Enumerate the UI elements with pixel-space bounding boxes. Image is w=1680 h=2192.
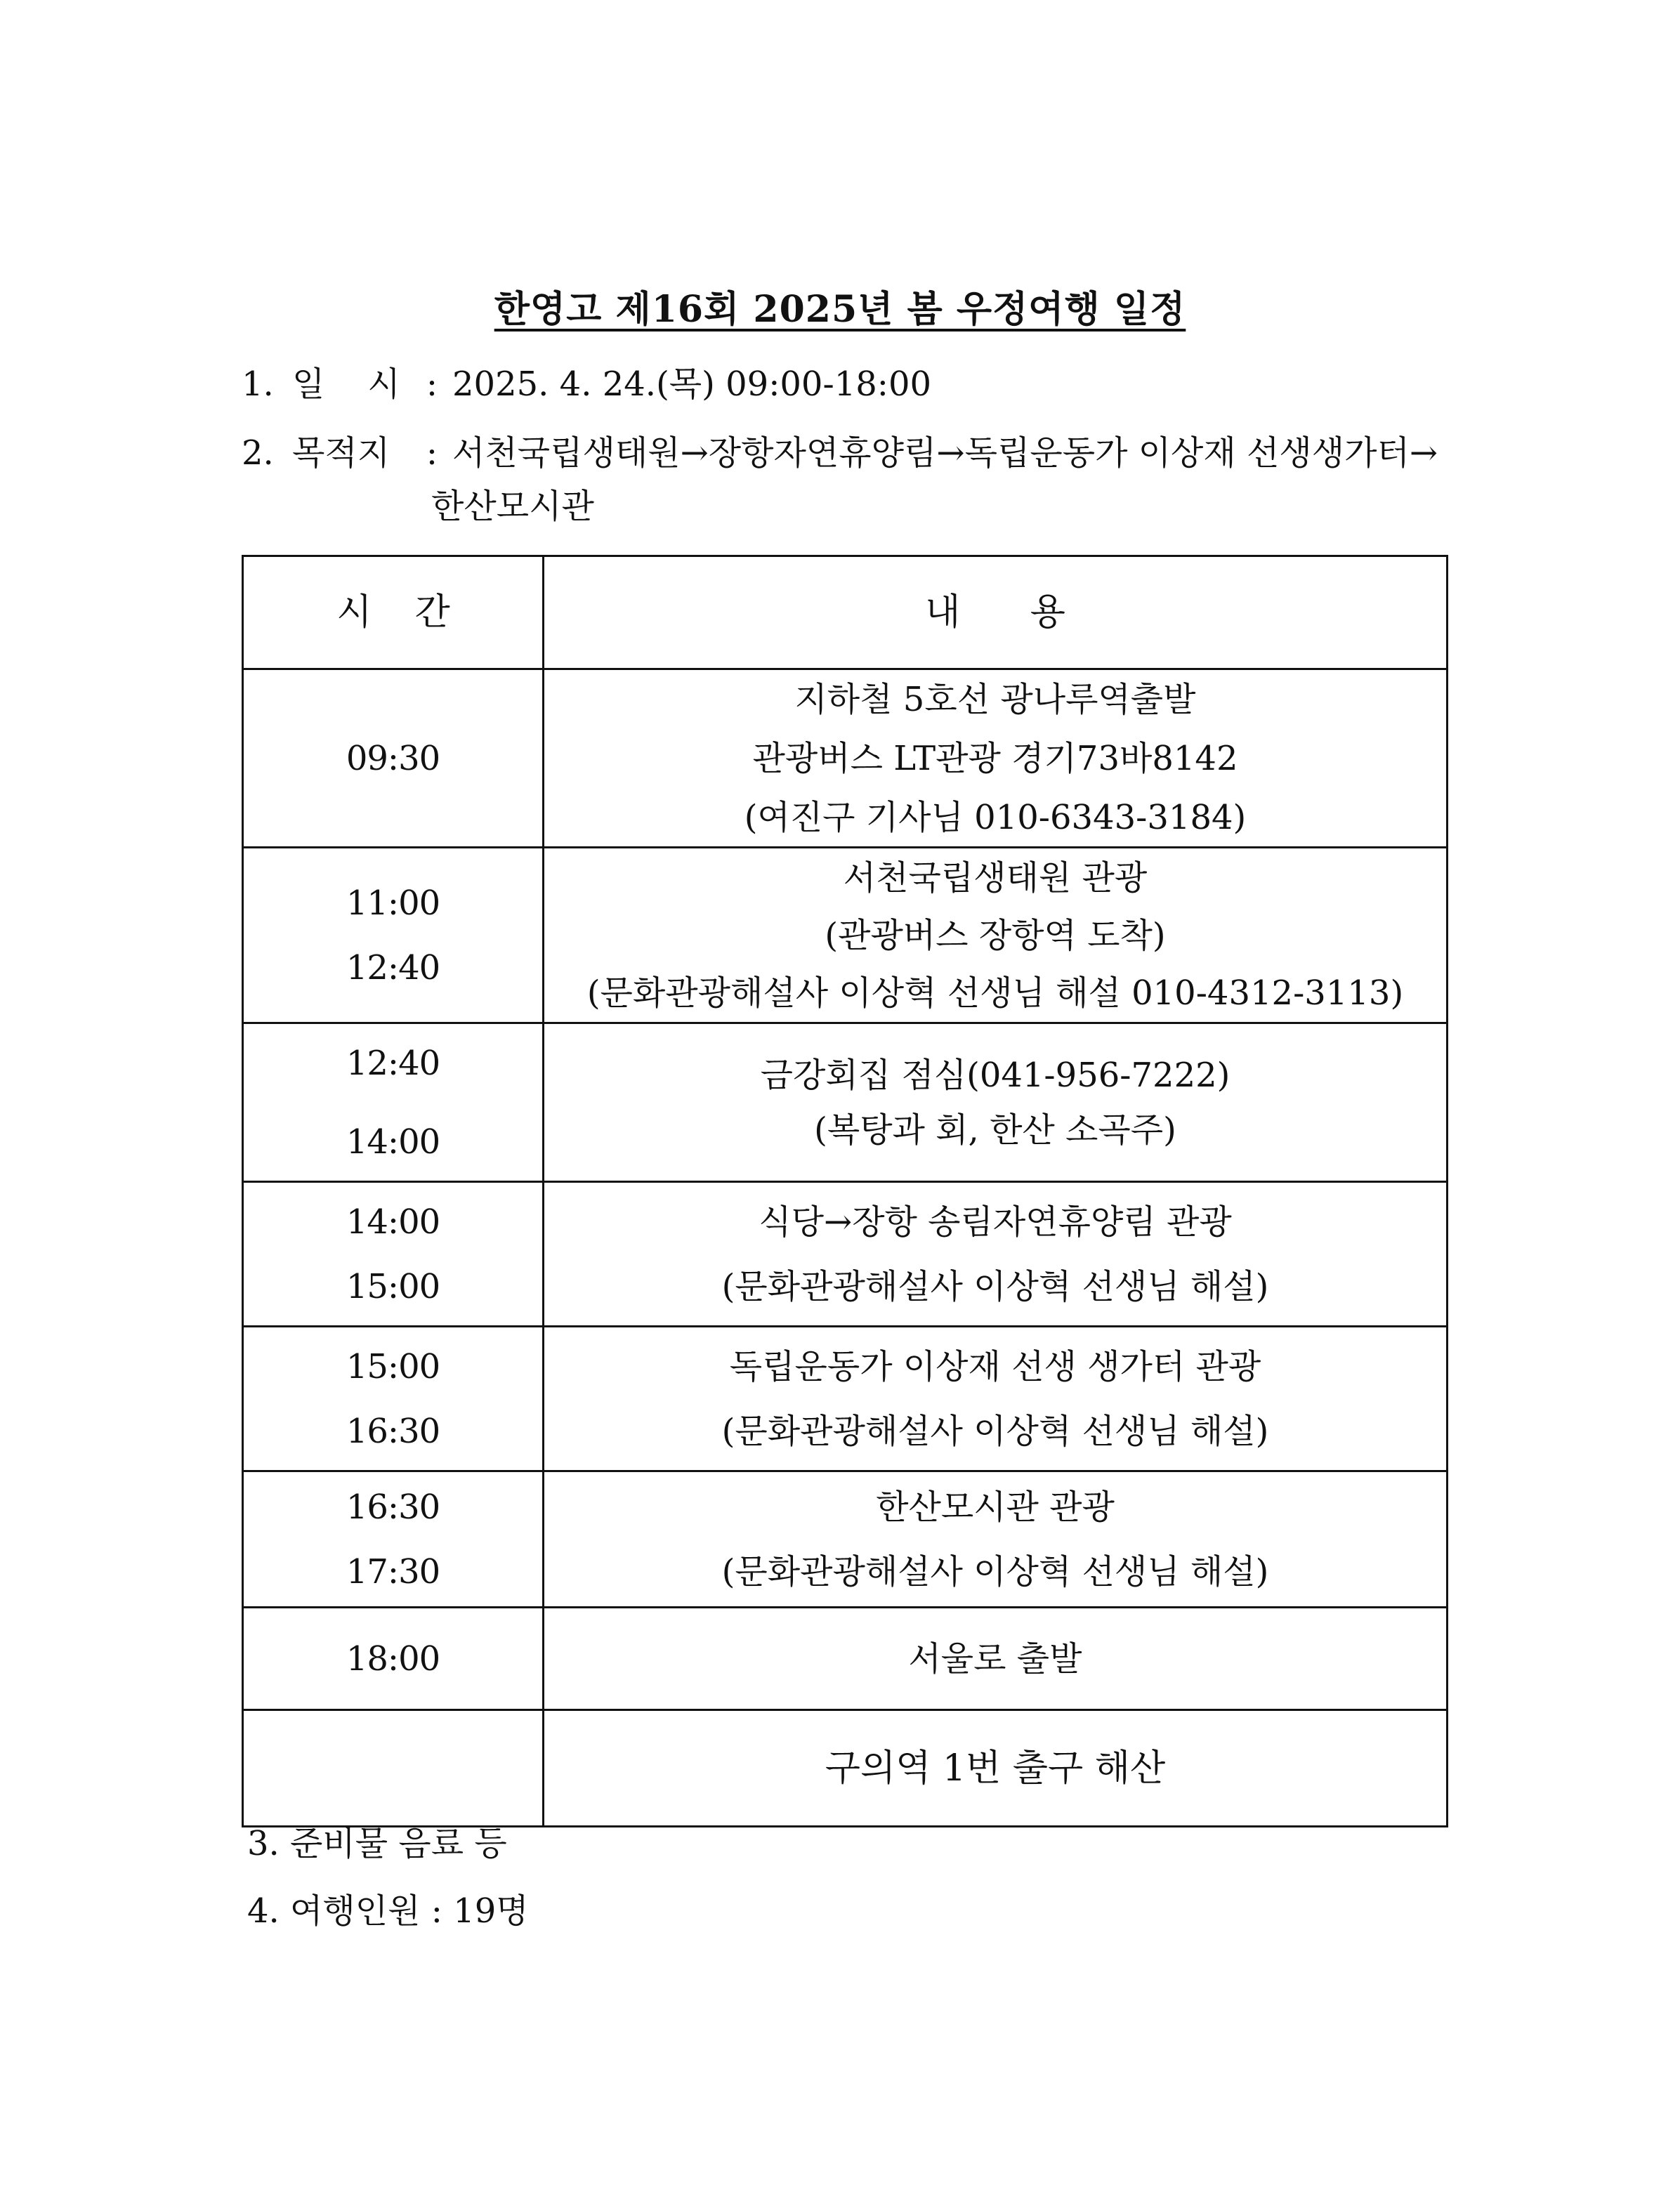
info-date-label: 일 시 (292, 365, 400, 404)
content-line: (문화관광해설사 이상혁 선생님 해설 010-4312-3113) (586, 973, 1404, 1013)
schedule-table (242, 555, 1448, 1827)
content-cell (544, 670, 1446, 846)
content-line: 서울로 출발 (908, 1639, 1082, 1679)
content-cell (544, 1024, 1446, 1181)
content-line: 식당→장항 송림자연휴양림 관광 (759, 1202, 1232, 1242)
info-destination-value-line1: 서천국립생태원→장항자연휴양림→독립운동가 이상재 선생생가터→ (452, 433, 1438, 473)
time-cell (244, 1472, 544, 1606)
content-line: 관광버스 LT관광 경기73바8142 (752, 738, 1238, 778)
content-line: (관광버스 장항역 도착) (825, 915, 1166, 955)
info-destination-label: 목적지 (292, 433, 391, 473)
info-destination-sep: : (426, 433, 438, 473)
content-cell (544, 848, 1446, 1022)
time-cell (244, 1711, 544, 1825)
time-value: 17:30 (346, 1551, 440, 1592)
document-title (0, 280, 1680, 332)
table-row (244, 1606, 1446, 1709)
info-date-number: 1. (242, 365, 274, 404)
header-content-label: 내 용 (925, 591, 1065, 634)
content-cell (544, 1711, 1446, 1825)
time-cell (244, 670, 544, 846)
content-line: (문화관광해설사 이상혁 선생님 해설) (721, 1551, 1269, 1592)
time-value: 11:00 (346, 883, 440, 923)
time-value: 15:00 (346, 1266, 440, 1306)
table-row (244, 1709, 1446, 1825)
table-row (244, 1470, 1446, 1606)
time-value: 12:40 (346, 1043, 440, 1083)
table-row (244, 1325, 1446, 1470)
info-date-value: 2025. 4. 24.(목) 09:00-18:00 (452, 365, 932, 404)
table-row (244, 668, 1446, 846)
title-text: 한영고 제16회 2025년 봄 우정여행 일정 (494, 288, 1186, 331)
content-cell (544, 1183, 1446, 1325)
time-cell (244, 1608, 544, 1709)
content-line: 지하철 5호선 광나루역출발 (794, 679, 1196, 719)
time-value: 14:00 (346, 1202, 440, 1242)
time-value: 14:00 (346, 1122, 440, 1162)
footer-supplies: 3. 준비물 음료 등 (247, 1824, 507, 1863)
header-time-label: 시 간 (336, 591, 449, 634)
table-row (244, 1181, 1446, 1325)
content-cell (544, 1472, 1446, 1606)
time-value: 15:00 (346, 1346, 440, 1386)
time-cell (244, 1327, 544, 1470)
time-cell (244, 848, 544, 1022)
info-destination-number: 2. (242, 433, 274, 473)
header-time (244, 557, 544, 668)
time-cell (244, 1183, 544, 1325)
header-content (544, 557, 1446, 668)
info-destination-value-line2: 한산모시관 (431, 487, 594, 526)
time-value: 16:30 (346, 1487, 440, 1527)
content-line: 구의역 1번 출구 해산 (825, 1747, 1166, 1790)
content-line: 금강회집 점심(041-956-7222) (760, 1055, 1231, 1095)
content-cell (544, 1327, 1446, 1470)
time-cell (244, 1024, 544, 1181)
table-row (244, 846, 1446, 1022)
footer-participants: 4. 여행인원 : 19명 (247, 1891, 529, 1931)
time-value: 16:30 (346, 1411, 440, 1451)
content-cell (544, 1608, 1446, 1709)
content-line: (여진구 기사님 010-6343-3184) (744, 797, 1247, 837)
info-destination-line2 (431, 479, 594, 527)
info-date-sep: : (426, 365, 438, 404)
content-line: 독립운동가 이상재 선생 생가터 관광 (729, 1346, 1261, 1386)
content-line: (문화관광해설사 이상혁 선생님 해설) (721, 1411, 1269, 1451)
info-date-line (242, 357, 931, 405)
content-line: 한산모시관 관광 (876, 1487, 1115, 1527)
content-line: 서천국립생태원 관광 (843, 858, 1148, 898)
info-destination-line (242, 426, 1438, 474)
time-value: 18:00 (346, 1639, 440, 1679)
content-line: (문화관광해설사 이상혁 선생님 해설) (721, 1266, 1269, 1306)
table-row (244, 1022, 1446, 1181)
time-value: 12:40 (346, 947, 440, 987)
time-value: 09:30 (346, 738, 440, 778)
table-header-row (244, 557, 1446, 668)
content-line: (복탕과 회, 한산 소곡주) (814, 1110, 1176, 1150)
